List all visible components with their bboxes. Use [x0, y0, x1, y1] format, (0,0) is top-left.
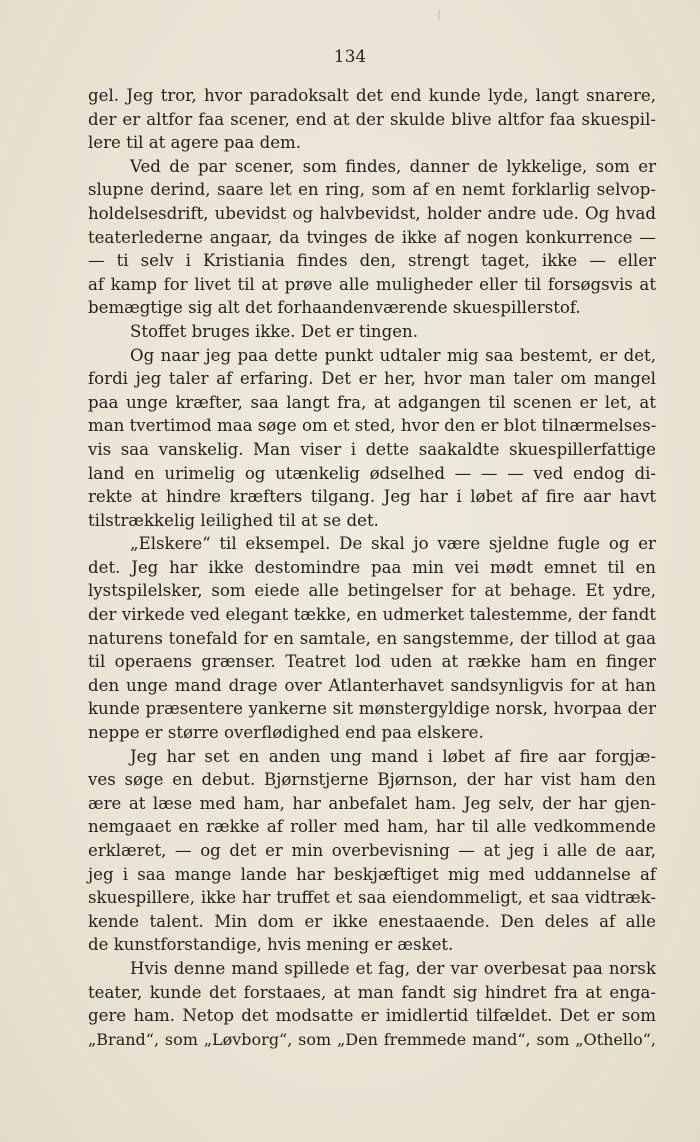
text-line: ves søge en debut. Bjørnstjerne Bjørnson, der har vist ham den	[88, 770, 656, 790]
text-line: lere til at agere paa dem.	[88, 133, 302, 153]
text-line: „Elskere“ til eksempel. De skal jo være sjeldne fugle og er	[130, 534, 656, 554]
page-number: 134	[333, 47, 367, 67]
text-line: det. Jeg har ikke destomindre paa min vei mødt emnet til en	[88, 557, 656, 577]
text-line: teaterlederne angaar, da tvinges de ikke af nogen konkurrence —	[88, 227, 656, 247]
body-text	[88, 84, 656, 1051]
text-line: neppe er større overflødighed end paa elskere.	[88, 723, 484, 743]
text-line: erklæret, — og det er min overbevisning — at jeg i alle de aar,	[88, 841, 656, 860]
text-line: skuespillere, ikke har truffet et saa eiendommeligt, et saa vidtræk-	[88, 888, 656, 908]
text-line: — ti selv i Kristiania findes den, strengt taget, ikke — eller	[88, 251, 656, 271]
text-line: naturens tonefald for en samtale, en sangstemme, der tillod at gaa	[88, 628, 656, 648]
text-line: holdelsesdrift, ubevidst og halvbevidst, holder andre ude. Og hvad	[88, 203, 656, 223]
text-line: vis saa vanskelig. Man viser i dette saakaldte skuespillerfattige	[88, 439, 656, 459]
text-line: slupne derind, saare let en ring, som af en nemt forklarlig selvop-	[88, 180, 656, 200]
text-line: ære at læse med ham, har anbefalet ham. Jeg selv, der har gjen-	[88, 793, 656, 813]
text-line: tilstrækkelig leilighed til at se det.	[88, 510, 379, 530]
text-line: fordi jeg taler af erfaring. Det er her, hvor man taler om mangel	[88, 369, 656, 389]
text-line: Ved de par scener, som findes, danner de lykkelige, som er	[130, 156, 656, 176]
text-line: jeg i saa mange lande har beskjæftiget mig med uddannelse af	[88, 864, 656, 884]
text-line: af kamp for livet til at prøve alle muligheder eller til forsøgsvis at	[88, 274, 656, 294]
text-line: der virkede ved elegant tække, en udmerket talestemme, der fandt	[88, 605, 656, 625]
paper-mark	[438, 10, 440, 20]
text-line: teater, kunde det forstaaes, at man fandt sig hindret fra at enga-	[88, 982, 656, 1002]
text-line: kende talent. Min dom er ikke enestaaende. Den deles af alle	[88, 911, 656, 931]
text-line: Og naar jeg paa dette punkt udtaler mig saa bestemt, er det,	[130, 345, 656, 365]
text-line: bemægtige sig alt det forhaandenværende skuespillerstof.	[88, 298, 581, 318]
text-line: rekte at hindre kræfters tilgang. Jeg har i løbet af fire aar havt	[88, 487, 656, 507]
text-line: „Brand“, som „Løvborg“, som „Den fremmede mand“, som „Othello“,	[88, 1029, 656, 1049]
text-line: der er altfor faa scener, end at der skulde blive altfor faa skuespil-	[88, 109, 656, 129]
text-line: nemgaaet en række af roller med ham, har til alle vedkommende	[88, 817, 656, 837]
text-line: land en urimelig og utænkelig ødselhed — — — ved endog di-	[88, 463, 656, 483]
text-line: kunde præsentere yankerne sit mønstergyldige norsk, hvorpaa der	[88, 699, 656, 719]
text-line: Hvis denne mand spillede et fag, der var overbesat paa norsk	[130, 958, 656, 978]
text-line: man tvertimod maa søge om et sted, hvor den er blot tilnærmelses-	[88, 416, 657, 436]
text-line: gel. Jeg tror, hvor paradoksalt det end kunde lyde, langt snarere,	[88, 86, 656, 105]
text-line: Jeg har set en anden ung mand i løbet af fire aar forgjæ-	[130, 746, 656, 766]
text-line: de kunstforstandige, hvis mening er æsket.	[88, 935, 454, 955]
text-line: paa unge kræfter, saa langt fra, at adgangen til scenen er let, at	[88, 392, 656, 412]
text-line: til operaens grænser. Teatret lod uden at række ham en finger	[88, 652, 656, 672]
text-line: den unge mand drage over Atlanterhavet sandsynligvis for at han	[88, 675, 656, 695]
text-line: lystspilelsker, som eiede alle betingelser for at behage. Et ydre,	[88, 581, 656, 601]
text-line: gere ham. Netop det modsatte er imidlertid tilfældet. Det er som	[88, 1006, 656, 1026]
text-line: Stoffet bruges ikke. Det er tingen.	[130, 321, 419, 341]
